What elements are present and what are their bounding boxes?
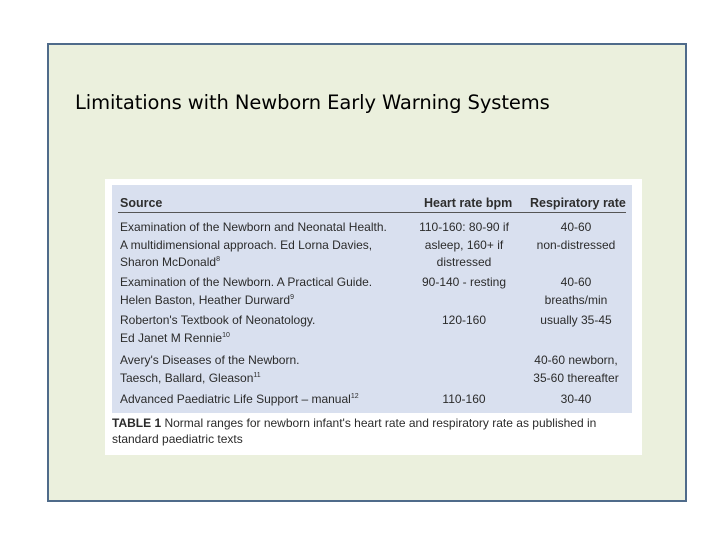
header-divider xyxy=(118,212,626,213)
heart-rate-cell xyxy=(414,219,514,272)
respiratory-rate-line: breaths/min xyxy=(544,292,608,307)
source-line: Examination of the Newborn and Neonatal Health. xyxy=(120,220,387,234)
heart-rate-cell xyxy=(414,391,514,409)
source-cell xyxy=(120,352,412,387)
source-line: Advanced Paediatric Life Support – manual$^{12}$ xyxy=(120,392,359,406)
respiratory-rate-cell xyxy=(524,219,628,254)
source-line: Helen Baston, Heather Durward$^9$ xyxy=(120,292,294,307)
source-cell xyxy=(120,274,412,309)
slide-frame xyxy=(47,43,687,502)
respiratory-rate-line: 40-60 xyxy=(560,220,592,234)
reference-number: 8 xyxy=(216,256,220,263)
source-cell xyxy=(120,312,412,347)
source-cell xyxy=(120,391,412,409)
source-line: Ed Janet M Rennie$^{10}$ xyxy=(120,330,230,345)
reference-number: 12 xyxy=(350,393,359,400)
respiratory-rate-line: 30-40 xyxy=(560,392,592,406)
data-table xyxy=(112,185,632,413)
heart-rate-cell xyxy=(414,312,514,330)
respiratory-rate-cell xyxy=(524,312,628,330)
respiratory-rate-line: usually 35-45 xyxy=(540,313,612,327)
caption-label: TABLE 1 xyxy=(112,416,162,430)
heart-rate-line: distressed xyxy=(436,255,492,269)
heart-rate-line: asleep, 160+ if xyxy=(424,237,504,252)
source-line: A multidimensional approach. Ed Lorna Davies, xyxy=(120,237,373,252)
reference-number: 9 xyxy=(290,293,294,301)
table-caption xyxy=(112,415,632,449)
caption-text: Normal ranges for newborn infant's heart rate and respiratory rate as published in standard paediatric texts xyxy=(112,416,597,446)
reference-number: 10 xyxy=(222,331,230,339)
heart-rate-line: 90-140 - resting xyxy=(421,275,507,289)
respiratory-rate-cell xyxy=(524,352,628,387)
source-line: Sharon McDonald$^8$ xyxy=(120,255,220,269)
respiratory-rate-line: 35-60 thereafter xyxy=(533,370,619,385)
slide-title: Limitations with Newborn Early Warning Systems xyxy=(75,91,550,114)
respiratory-rate-line: 40-60 xyxy=(560,275,592,289)
heart-rate-cell xyxy=(414,274,514,292)
respiratory-rate-cell xyxy=(524,391,628,409)
source-line: Roberton's Textbook of Neonatology. xyxy=(120,313,316,327)
source-line: Avery's Diseases of the Newborn. xyxy=(120,353,300,367)
respiratory-rate-cell xyxy=(524,274,628,309)
heart-rate-line: 110-160: 80-90 if xyxy=(419,220,509,234)
respiratory-rate-line: 40-60 newborn, xyxy=(534,353,618,367)
header-respiratory-rate: Respiratory rate xyxy=(530,196,626,210)
heart-rate-line: 120-160 xyxy=(441,313,487,327)
source-line: Taesch, Ballard, Gleason$^{11}$ xyxy=(120,370,261,385)
respiratory-rate-line: non-distressed xyxy=(536,237,616,252)
header-source: Source xyxy=(120,196,163,210)
source-line: Examination of the Newborn. A Practical Guide. xyxy=(120,275,373,289)
table-figure xyxy=(105,179,642,455)
heart-rate-line: 110-160 xyxy=(442,392,486,406)
source-cell xyxy=(120,219,412,272)
reference-number: 11 xyxy=(253,371,261,379)
header-heart-rate: Heart rate bpm xyxy=(424,196,513,210)
